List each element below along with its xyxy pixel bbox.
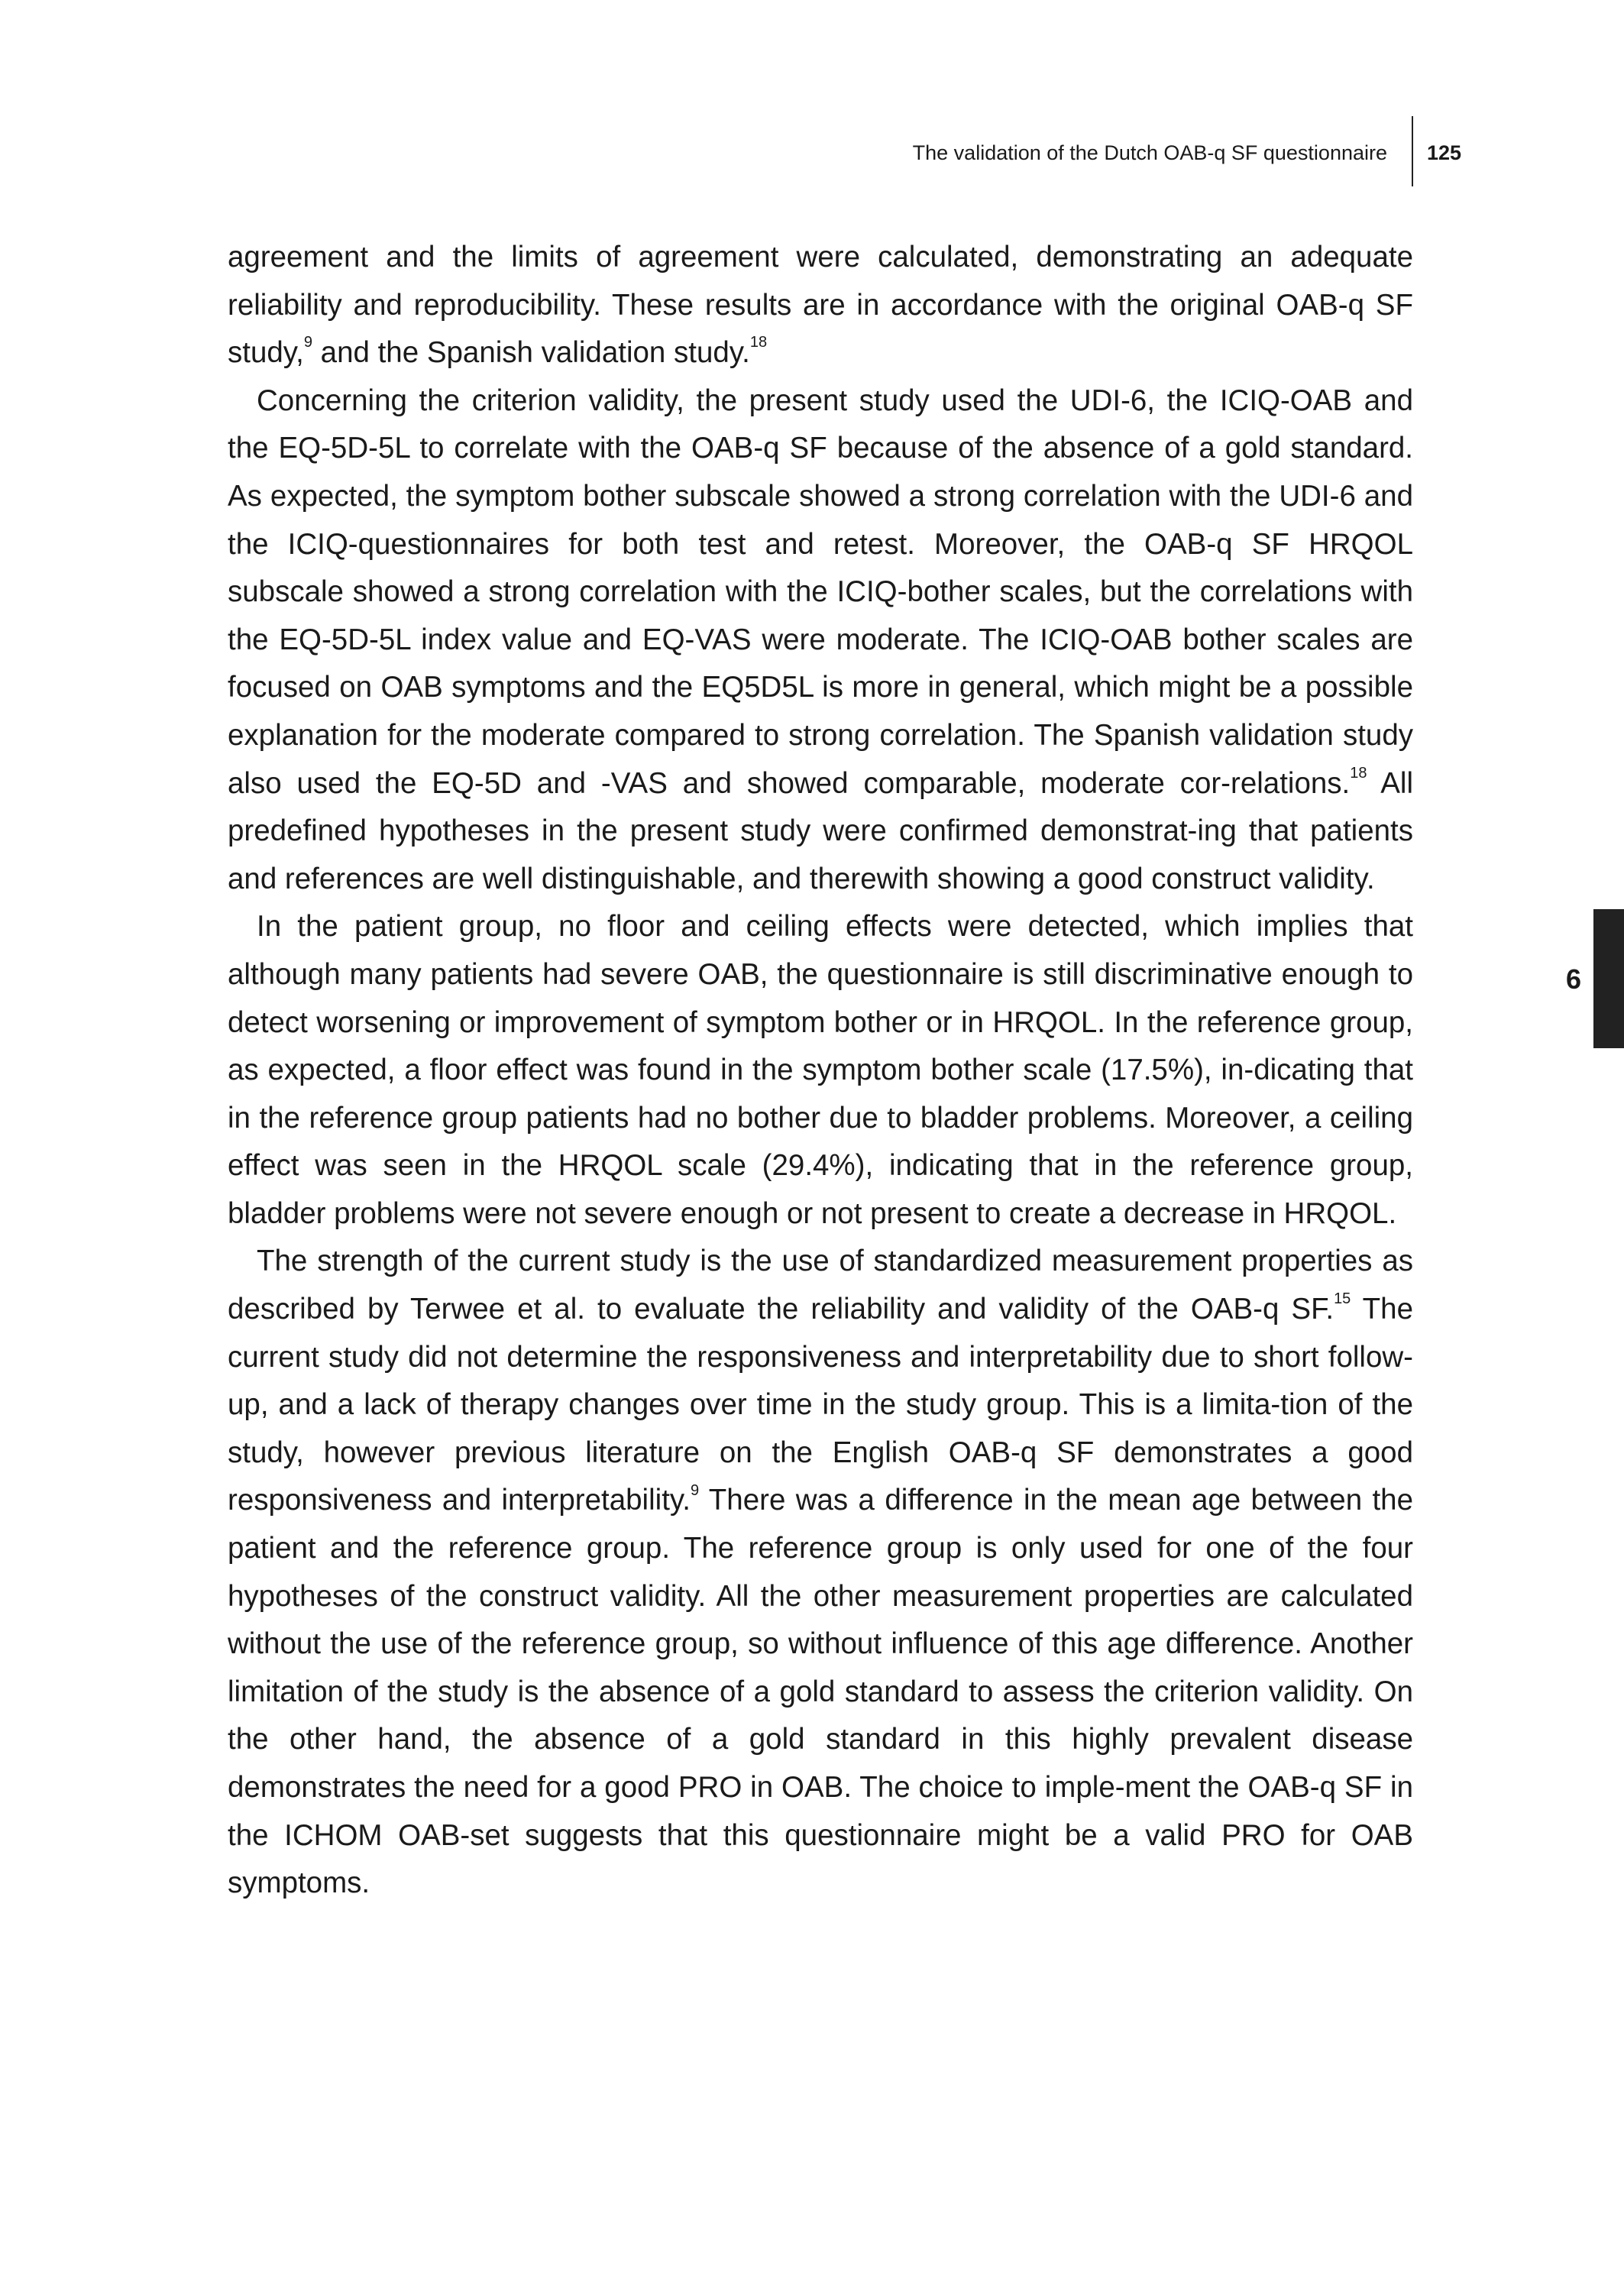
paragraph-text: The strength of the current study is the use of standardized measurement properties as described by Terwee et al. to evaluate the reliability and validity of the OAB-q SF. — [228, 1245, 1413, 1326]
running-header-title: The validation of the Dutch OAB-q SF questionnaire — [912, 141, 1387, 164]
paragraph-text: In the patient group, no floor and ceiling effects were detected, which implies that although many patients had severe OAB, the questionnaire is still discriminative enough to detect worsening or improvement of symptom bother or in HRQOL. In the reference group, as expected, a floor effect was found in the symptom bother scale (17.5%), in-dicating that in the reference group patients had no bother due to bladder problems. Moreover, a ceiling effect was seen in the HRQOL scale (29.4%), indicating that in the reference group, bladder problems were not severe enough or not present to create a decrease in HRQOL. — [228, 910, 1413, 1230]
reference-superscript: 18 — [749, 334, 768, 351]
paragraph-text: agreement and the limits of agreement were calculated, demonstrating an adequate reliability and reproducibility. These results are in accordance with the original OAB-q SF study, — [228, 241, 1413, 370]
body-text — [228, 234, 1413, 1908]
paragraph-agreement — [228, 234, 1413, 377]
reference-superscript: 15 — [1334, 1290, 1351, 1308]
reference-superscript: 9 — [303, 334, 312, 351]
header-divider — [1412, 116, 1413, 186]
reference-superscript: 18 — [1350, 764, 1367, 782]
page-number: 125 — [1427, 141, 1462, 164]
paragraph-floor-ceiling — [228, 903, 1413, 1238]
paragraph-text: and the Spanish validation study. — [312, 336, 750, 370]
reference-superscript: 9 — [690, 1481, 700, 1499]
paragraph-text: Concerning the criterion validity, the present study used the UDI-6, the ICIQ-OAB and the EQ-5D-5L to correlate with the OAB-q SF because of the absence of a gold standard. As expected, the symptom bother subscale showed a strong correlation with the UDI-6 and the ICIQ-questionnaires for both test and retest. Moreover, the OAB-q SF HRQOL subscale showed a strong correlation with the ICIQ-bother scales, but the correlations with the EQ-5D-5L index value and EQ-VAS were moderate. The ICIQ-OAB bother scales are focused on OAB symptoms and the EQ5D5L is more in general, which might be a possible explanation for the moderate compared to strong correlation. The Spanish validation study also used the EQ-5D and -VAS and showed comparable, moderate cor-relations. — [228, 384, 1413, 800]
paragraph-text: There was a difference in the mean age between the patient and the reference group. The reference group is only used for one of the four hypotheses of the construct validity. All the other measurement properties are calculated without the use of the reference group, so without influence of this age difference. Another limitation of the study is the absence of a gold standard to assess the criterion validity. On the other hand, the absence of a gold standard in this highly prevalent disease demonstrates the need for a good PRO in OAB. The choice to imple-ment the OAB-q SF in the ICHOM OAB-set suggests that this questionnaire might be a valid PRO for OAB symptoms. — [228, 1484, 1413, 1900]
paragraph-strengths-limitations — [228, 1238, 1413, 1907]
chapter-number: 6 — [1566, 963, 1582, 995]
paragraph-text: All predefined hypotheses in the present study were confirmed demonstrat-ing that patients and references are well distinguishable, and therewith showing a good construct validity. — [228, 766, 1414, 895]
paragraph-criterion-validity — [228, 377, 1413, 904]
chapter-tab-marker — [1593, 909, 1624, 1048]
paragraph-text: The current study did not determine the responsiveness and interpretability due to short follow-up, and a lack of therapy changes over time in the study group. This is a limita-tion of the study, however previous literature on the English OAB-q SF demonstrates a good responsiveness and interpretability. — [228, 1293, 1414, 1517]
